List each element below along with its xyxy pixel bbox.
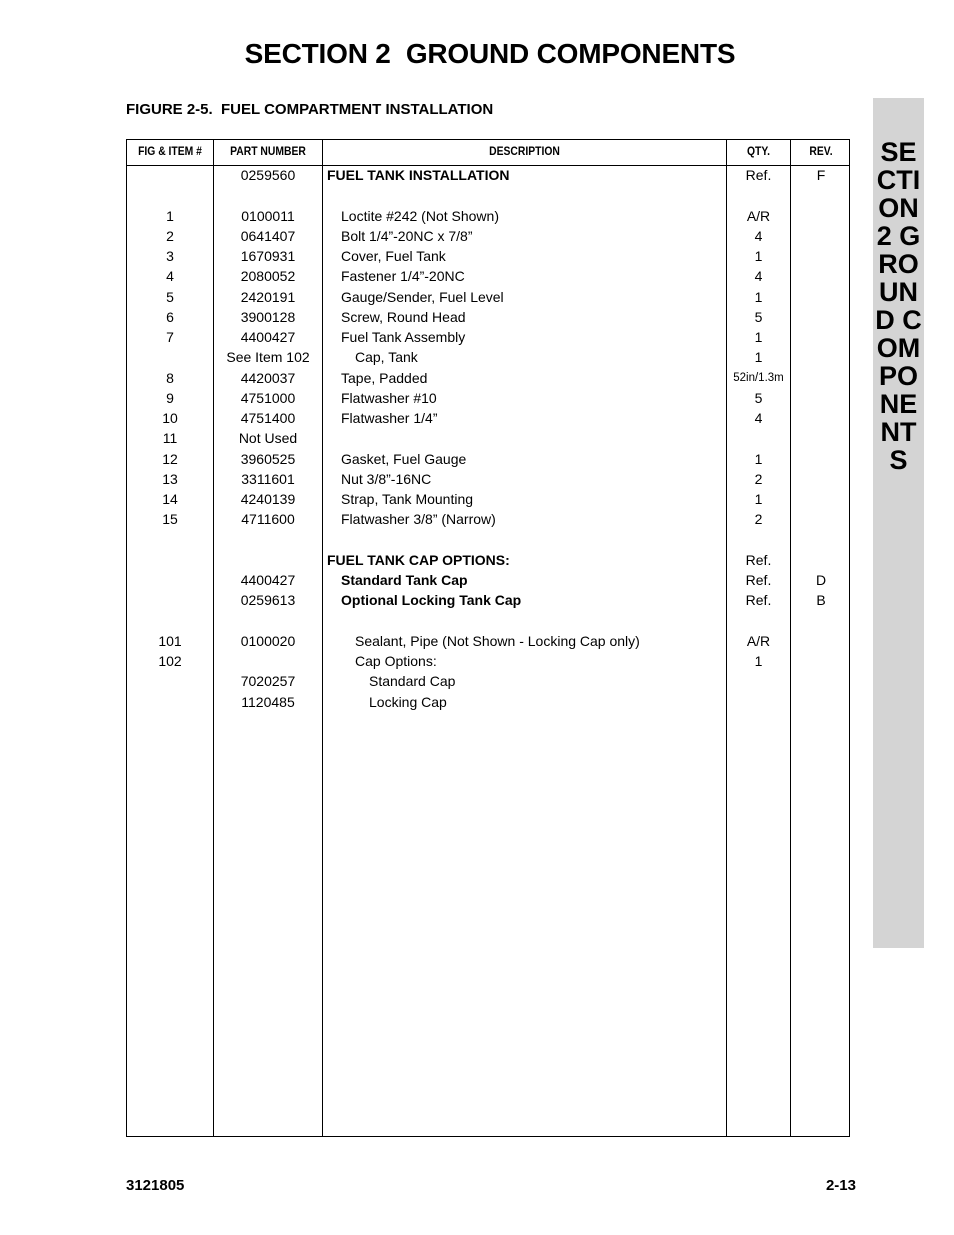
qty-cell: Ref. [745,167,772,183]
table-row [127,327,849,347]
qty-cell: 5 [754,308,763,325]
header-part-number: PART NUMBER [230,146,306,158]
figure-title: FIGURE 2-5. FUEL COMPARTMENT INSTALLATION [126,101,494,118]
fig-item-cell: 15 [162,511,178,528]
qty-cell: 1 [754,653,763,669]
table-row [127,570,849,590]
header-fig-item: FIG & ITEM # [138,146,202,158]
fig-item-cell: 4 [166,268,174,285]
description-cell: Gasket, Fuel Gauge [341,450,467,467]
description-cell: Flatwasher 3/8” (Narrow) [341,511,496,528]
table-row [127,509,849,529]
fig-item-cell: 5 [166,288,174,305]
table-row [127,550,849,570]
description-cell: Screw, Round Head [341,308,466,325]
section-title: SECTION 2 GROUND COMPONENTS [244,38,736,69]
table-row [127,185,849,205]
fig-item-cell: 2 [166,227,174,244]
table-row [127,206,849,226]
table-row [127,287,849,307]
qty-cell: 4 [754,410,763,426]
part-number-cell: 0259613 [240,592,296,609]
fig-item-cell: 12 [162,450,178,467]
table-row [127,347,849,367]
qty-cell: 5 [754,389,763,406]
rev-cell: B [816,592,826,609]
description-cell: Standard Tank Cap [341,572,468,588]
description-cell: Loctite #242 (Not Shown) [341,207,499,224]
table-row [127,428,849,448]
qty-cell: A/R [746,632,771,649]
parts-table [126,139,850,1137]
part-number-cell: 2080052 [240,268,296,285]
table-row [127,246,849,266]
table-row [127,590,849,610]
table-row [127,692,849,712]
qty-cell: 1 [754,288,763,305]
fig-item-cell: 14 [162,491,178,507]
fig-item-cell: 102 [158,653,182,669]
description-cell: Strap, Tank Mounting [341,491,474,507]
table-row [127,671,849,691]
qty-cell: 2 [754,470,763,487]
description-cell: Cap, Tank [355,349,418,366]
part-number-cell: 3960525 [240,450,296,467]
table-row [127,651,849,671]
parts-rows [127,165,849,712]
qty-cell: 1 [754,248,763,264]
qty-cell: 2 [754,511,763,528]
table-row [127,449,849,469]
description-cell: Fuel Tank Assembly [341,329,466,345]
part-number-cell: 1670931 [240,248,296,264]
part-number-cell: 4751000 [240,389,296,406]
part-number-cell: 7020257 [240,673,296,690]
part-number-cell: 4240139 [240,491,296,507]
qty-cell: A/R [746,207,771,224]
part-number-cell: 1120485 [241,693,295,710]
part-number-cell: 0100011 [241,207,295,224]
description-cell: FUEL TANK CAP OPTIONS: [327,551,510,568]
part-number-cell: 4711600 [241,511,295,528]
part-number-cell: 4400427 [240,572,296,588]
table-row [127,368,849,388]
description-cell: Gauge/Sender, Fuel Level [341,288,504,305]
qty-cell: Ref. [745,592,772,609]
table-row [127,631,849,651]
table-row [127,469,849,489]
part-number-cell: 2420191 [240,288,296,305]
description-cell: Optional Locking Tank Cap [341,592,522,609]
fig-item-cell: 8 [166,369,174,386]
description-cell: FUEL TANK INSTALLATION [327,167,510,183]
part-number-cell: 4420037 [240,369,296,386]
description-cell: Flatwasher 1/4” [341,410,438,426]
fig-item-cell: 7 [166,329,174,345]
section-side-tab [873,98,927,948]
fig-item-cell: 3 [166,248,174,264]
table-row [127,388,849,408]
fig-item-cell: 13 [162,470,178,487]
qty-cell: 1 [754,349,763,366]
fig-item-cell: 1 [166,207,174,224]
fig-item-cell: 6 [166,308,174,325]
fig-item-cell: 9 [166,389,174,406]
part-number-cell: Not Used [238,430,298,447]
qty-cell: 4 [754,227,763,244]
table-row [127,408,849,428]
fig-item-cell: 101 [158,632,182,649]
part-number-cell: 4400427 [240,329,296,345]
qty-cell: 4 [754,268,763,285]
rev-cell: D [815,572,827,588]
qty-cell: Ref. [745,572,772,588]
fig-item-cell: 11 [162,430,178,447]
table-row [127,266,849,286]
part-number-cell: 3900128 [240,308,296,325]
part-number-cell: 4751400 [240,410,296,426]
description-cell: Flatwasher #10 [341,389,437,406]
side-tab-label: SECTION 2 GROUND COMPONENTS [875,137,927,475]
part-number-cell: 0641407 [240,227,296,244]
description-cell: Standard Cap [369,673,456,690]
description-cell: Sealant, Pipe (Not Shown - Locking Cap only) [355,632,640,649]
qty-cell: Ref. [745,551,772,568]
document-number: 3121805 [126,1177,185,1194]
description-cell: Bolt 1/4”-20NC x 7/8” [341,227,473,244]
description-cell: Fastener 1/4”-20NC [341,268,465,285]
page-number: 2-13 [825,1177,856,1194]
description-cell: Tape, Padded [341,369,428,386]
qty-cell: 1 [754,491,763,507]
description-cell: Nut 3/8”-16NC [341,470,432,487]
table-row [127,489,849,509]
part-number-cell: 3311601 [241,470,295,487]
fig-item-cell: 10 [162,410,178,426]
header-rev: REV. [809,146,833,158]
qty-cell: 52in/1.3m [733,371,784,384]
part-number-cell: 0100020 [240,632,296,649]
header-description: DESCRIPTION [489,146,560,158]
table-row [127,226,849,246]
table-row [127,307,849,327]
header-qty: QTY. [746,146,771,158]
description-cell: Cover, Fuel Tank [341,248,446,264]
description-cell: Locking Cap [369,693,447,710]
table-row [127,165,849,185]
rev-cell: F [816,167,826,183]
qty-cell: 1 [754,450,763,467]
table-row [127,530,849,550]
qty-cell: 1 [754,329,763,345]
table-row [127,611,849,631]
part-number-cell: See Item 102 [226,349,310,366]
part-number-cell: 0259560 [240,167,296,183]
description-cell: Cap Options: [355,653,437,669]
